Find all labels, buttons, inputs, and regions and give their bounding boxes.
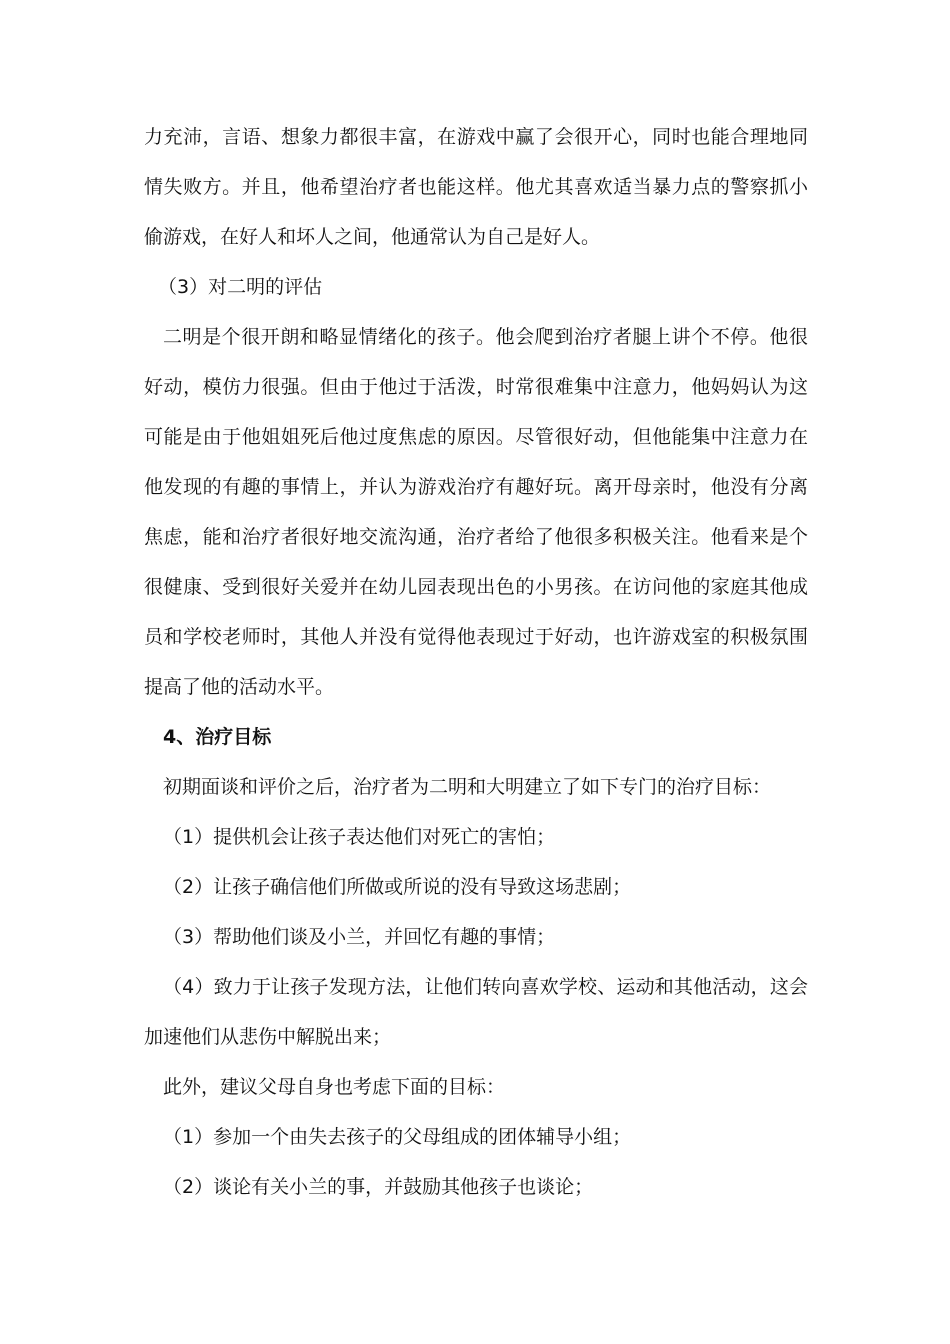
section-heading-treatment-goals: 4、治疗目标 bbox=[163, 726, 272, 748]
paragraph-parent-goals-intro: 此外，建议父母自身也考虑下面的目标： bbox=[163, 1076, 506, 1098]
goal-item-2: （2）让孩子确信他们所做或所说的没有导致这场悲剧； bbox=[163, 876, 632, 898]
parent-goal-item-2: （2）谈论有关小兰的事，并鼓励其他孩子也谈论； bbox=[163, 1176, 594, 1198]
paragraph-continuation: 力充沛，言语、想象力都很丰富，在游戏中赢了会很开心，同时也能合理地同情失败方。并且，他希望治疗者也能这样。他尤其喜欢适当暴力点的警察抓小偷游戏，在好人和坏人之间，他通常认为自己是好人。 bbox=[144, 126, 808, 248]
goal-item-3: （3）帮助他们谈及小兰，并回忆有趣的事情； bbox=[163, 926, 556, 948]
goal-item-1: （1）提供机会让孩子表达他们对死亡的害怕； bbox=[163, 826, 556, 848]
document-body bbox=[144, 112, 808, 1212]
paragraph-assessment-erming: 二明是个很开朗和略显情绪化的孩子。他会爬到治疗者腿上讲个不停。他很好动，模仿力很强。但由于他过于活泼，时常很难集中注意力，他妈妈认为这可能是由于他姐姐死后他过度焦虑的原因。尽管很好动，但他能集中注意力在他发现的有趣的事情上，并认为游戏治疗有趣好玩。离开母亲时，他没有分离焦虑，能和治疗者很好地交流沟通，治疗者给了他很多积极关注。他看来是个很健康、受到很好关爱并在幼儿园表现出色的小男孩。在访问他的家庭其他成员和学校老师时，其他人并没有觉得他表现过于好动，也许游戏室的积极氛围提高了他的活动水平。 bbox=[144, 326, 808, 698]
goal-item-4: （4）致力于让孩子发现方法，让他们转向喜欢学校、运动和其他活动，这会加速他们从悲伤中解脱出来； bbox=[144, 976, 808, 1048]
parent-goal-item-1: （1）参加一个由失去孩子的父母组成的团体辅导小组； bbox=[163, 1126, 632, 1148]
subsection-title-assessment-erming: （3）对二明的评估 bbox=[158, 276, 323, 298]
paragraph-goals-intro: 初期面谈和评价之后，治疗者为二明和大明建立了如下专门的治疗目标： bbox=[163, 776, 772, 798]
